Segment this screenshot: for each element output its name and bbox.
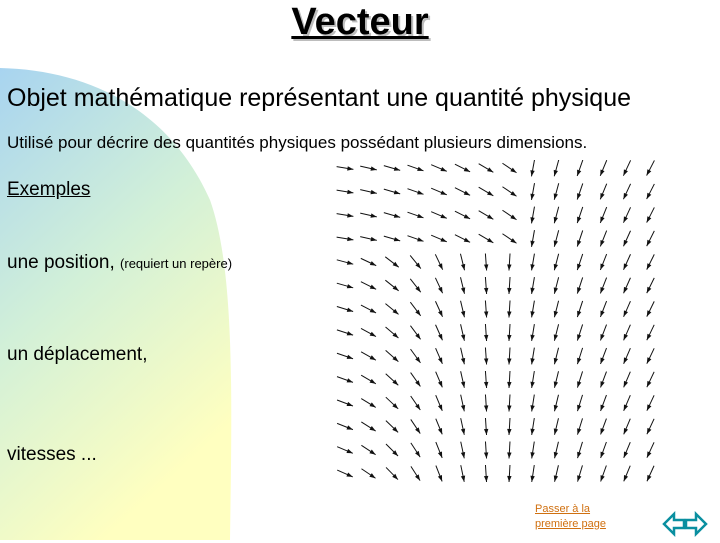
slide-subtitle: Objet mathématique représentant une quantité physique bbox=[7, 84, 632, 112]
vector-arrow bbox=[530, 348, 534, 365]
vector-arrow bbox=[624, 395, 631, 411]
vector-arrow bbox=[577, 418, 582, 434]
vector-arrow bbox=[647, 301, 654, 316]
vector-arrow bbox=[554, 277, 559, 293]
vector-arrow bbox=[507, 371, 511, 388]
vector-arrow bbox=[384, 213, 400, 218]
vector-arrow bbox=[337, 377, 353, 383]
vector-arrow bbox=[461, 371, 466, 388]
vector-arrow bbox=[624, 301, 631, 317]
vector-arrow bbox=[460, 254, 465, 271]
vector-arrow bbox=[385, 304, 398, 315]
vector-arrow bbox=[577, 160, 583, 176]
vector-arrow bbox=[435, 301, 442, 316]
vector-arrow bbox=[436, 325, 443, 341]
vector-arrow bbox=[577, 207, 583, 223]
vector-arrow bbox=[337, 353, 353, 359]
vector-arrow bbox=[554, 442, 559, 459]
first-page-link[interactable] bbox=[535, 502, 606, 532]
vector-arrow bbox=[577, 371, 582, 387]
vector-arrow bbox=[554, 301, 559, 317]
vector-arrow bbox=[601, 372, 607, 388]
vector-arrow bbox=[337, 213, 354, 217]
vector-arrow bbox=[407, 189, 423, 195]
first-page-link-line1: Passer à la bbox=[535, 503, 591, 515]
vector-arrow bbox=[624, 254, 631, 270]
example-speeds: vitesses ... bbox=[7, 444, 97, 465]
vector-arrow bbox=[647, 325, 654, 340]
vector-arrow bbox=[431, 212, 447, 219]
vector-arrow bbox=[385, 257, 398, 267]
vector-arrow bbox=[600, 231, 606, 247]
vector-arrow bbox=[507, 324, 511, 341]
vector-arrow bbox=[484, 442, 488, 459]
slide-description: Utilisé pour décrire des quantités physiques possédant plusieurs dimensions. bbox=[7, 133, 588, 152]
examples-heading: Exemples bbox=[7, 179, 91, 200]
vector-field-illustration bbox=[330, 160, 690, 495]
vector-arrow bbox=[554, 371, 559, 388]
vector-arrow bbox=[337, 166, 354, 170]
vector-arrow bbox=[484, 371, 488, 388]
vector-arrow bbox=[600, 254, 606, 270]
vector-arrow bbox=[360, 237, 377, 242]
vector-arrow bbox=[530, 277, 534, 294]
vector-arrow bbox=[484, 418, 488, 435]
vector-arrow bbox=[479, 187, 494, 196]
vector-arrow bbox=[484, 324, 488, 341]
vector-arrow bbox=[386, 397, 398, 409]
vector-arrow bbox=[530, 371, 534, 388]
vector-arrow bbox=[600, 278, 606, 294]
vector-arrow bbox=[384, 189, 400, 194]
vector-arrow bbox=[410, 255, 421, 268]
vector-arrow bbox=[484, 254, 488, 271]
vector-arrow bbox=[410, 326, 420, 340]
vector-arrow bbox=[484, 301, 488, 318]
vector-arrow bbox=[554, 183, 559, 199]
vector-arrow bbox=[385, 280, 398, 291]
vector-arrow bbox=[530, 465, 534, 482]
vector-arrow bbox=[386, 421, 398, 433]
example-position-note: (requiert un repère) bbox=[120, 256, 233, 271]
vector-arrow bbox=[600, 207, 606, 223]
vector-arrow bbox=[361, 445, 375, 454]
vector-arrow bbox=[361, 258, 376, 265]
vector-arrow bbox=[601, 395, 607, 411]
vector-arrow bbox=[507, 395, 511, 412]
vector-arrow bbox=[436, 442, 442, 458]
slide-title: Vecteur bbox=[291, 1, 429, 43]
vector-arrow bbox=[530, 230, 534, 247]
vector-arrow bbox=[624, 442, 631, 458]
vector-arrow bbox=[407, 212, 423, 218]
vector-arrow bbox=[461, 348, 466, 365]
vector-arrow bbox=[647, 442, 654, 457]
vector-arrow bbox=[411, 373, 421, 387]
vector-arrow bbox=[647, 184, 655, 199]
vector-arrow bbox=[502, 210, 516, 220]
vector-arrow bbox=[577, 183, 583, 199]
vector-arrow bbox=[461, 277, 466, 294]
vector-arrow bbox=[455, 188, 470, 196]
vector-arrow bbox=[337, 237, 354, 241]
vector-arrow bbox=[386, 467, 398, 479]
arrow-left-icon[interactable] bbox=[664, 514, 684, 534]
vector-arrow bbox=[360, 166, 377, 171]
vector-arrow bbox=[554, 324, 559, 340]
vector-arrow bbox=[502, 163, 516, 173]
vector-arrow bbox=[502, 234, 516, 244]
vector-arrow bbox=[530, 418, 534, 435]
vector-arrow bbox=[530, 324, 534, 341]
vector-arrow bbox=[386, 350, 399, 361]
vector-arrow bbox=[554, 418, 559, 435]
vector-arrow bbox=[554, 348, 559, 365]
vector-arrow bbox=[361, 282, 376, 290]
vector-arrow bbox=[647, 466, 654, 481]
vector-arrow bbox=[577, 254, 583, 270]
vector-arrow bbox=[507, 465, 511, 482]
vector-arrow bbox=[455, 235, 470, 243]
vector-arrow bbox=[577, 348, 582, 364]
vector-arrow bbox=[479, 211, 494, 220]
vector-arrow bbox=[623, 207, 630, 222]
vector-arrow bbox=[411, 466, 420, 480]
vector-arrow bbox=[411, 443, 420, 457]
vector-arrow bbox=[410, 279, 420, 292]
vector-arrow bbox=[337, 400, 353, 406]
vector-arrow bbox=[577, 395, 582, 411]
example-position bbox=[7, 252, 232, 274]
vector-arrow bbox=[507, 254, 511, 271]
vector-arrow bbox=[337, 470, 353, 477]
vector-arrow bbox=[554, 207, 559, 223]
vector-arrow bbox=[337, 307, 353, 312]
vector-arrow bbox=[431, 235, 447, 242]
vector-arrow bbox=[530, 160, 534, 176]
vector-arrow bbox=[484, 465, 488, 482]
vector-arrow bbox=[337, 423, 353, 429]
vector-arrow bbox=[507, 442, 511, 459]
vector-arrow bbox=[530, 442, 534, 459]
vector-arrow bbox=[577, 442, 582, 458]
vector-arrow bbox=[410, 302, 420, 316]
vector-arrow bbox=[361, 375, 376, 384]
vector-arrow bbox=[554, 160, 559, 176]
vector-arrow bbox=[577, 230, 583, 246]
vector-arrow bbox=[479, 234, 494, 243]
vector-arrow bbox=[647, 372, 654, 387]
vector-arrow bbox=[386, 327, 399, 338]
vector-arrow bbox=[623, 231, 630, 246]
vector-arrow bbox=[361, 399, 376, 408]
vector-arrow bbox=[407, 236, 423, 242]
vector-arrow bbox=[337, 190, 354, 194]
vector-arrow bbox=[624, 419, 631, 435]
vector-arrow bbox=[507, 348, 511, 365]
vector-arrow bbox=[461, 465, 465, 482]
vector-arrow bbox=[435, 254, 442, 269]
vector-arrow bbox=[436, 348, 443, 364]
vector-arrow bbox=[601, 442, 607, 458]
vector-arrow bbox=[507, 301, 511, 318]
arrow-right-icon[interactable] bbox=[686, 514, 706, 534]
vector-arrow bbox=[601, 419, 607, 435]
vector-arrow bbox=[624, 348, 631, 364]
vector-arrow bbox=[624, 372, 631, 388]
vector-arrow bbox=[647, 254, 655, 269]
vector-arrow bbox=[407, 165, 423, 171]
vector-arrow bbox=[337, 330, 353, 335]
vector-arrow bbox=[479, 164, 494, 173]
vector-arrow bbox=[484, 395, 488, 412]
example-position-label: une position, bbox=[7, 252, 115, 273]
vector-arrow bbox=[647, 395, 654, 410]
vector-arrow bbox=[386, 374, 399, 385]
vector-arrow bbox=[507, 418, 511, 435]
vector-arrow bbox=[386, 444, 398, 456]
vector-arrow bbox=[623, 184, 630, 199]
vector-arrow bbox=[647, 278, 655, 293]
vector-arrow bbox=[411, 349, 421, 363]
vector-arrow bbox=[384, 166, 400, 171]
vector-arrow bbox=[530, 395, 534, 412]
vector-arrow bbox=[502, 187, 516, 197]
vector-arrow bbox=[436, 466, 442, 482]
vector-arrow bbox=[461, 442, 465, 459]
vector-arrow bbox=[411, 396, 421, 410]
vector-arrow bbox=[436, 372, 443, 388]
vector-arrow bbox=[337, 447, 353, 454]
vector-arrow bbox=[360, 213, 377, 218]
vector-arrow bbox=[554, 465, 559, 482]
vector-arrow bbox=[431, 188, 447, 195]
vector-arrow bbox=[484, 277, 488, 294]
vector-arrow bbox=[530, 183, 534, 200]
vector-arrow bbox=[530, 254, 534, 271]
vector-arrow bbox=[601, 466, 607, 482]
vector-arrow bbox=[554, 254, 559, 270]
vector-arrow bbox=[361, 352, 376, 360]
vector-arrow bbox=[577, 465, 582, 481]
vector-arrow bbox=[361, 305, 376, 313]
vector-arrow bbox=[600, 184, 606, 200]
vector-arrow bbox=[577, 301, 583, 317]
vector-arrow bbox=[647, 419, 654, 434]
vector-arrow bbox=[600, 348, 606, 364]
vector-arrow bbox=[507, 277, 511, 294]
vector-arrow bbox=[461, 324, 466, 341]
vector-arrow bbox=[337, 283, 353, 288]
vector-arrow bbox=[461, 395, 466, 412]
vector-arrow bbox=[624, 278, 631, 294]
vector-arrow bbox=[647, 348, 654, 363]
vector-arrow bbox=[361, 469, 375, 479]
vector-arrow bbox=[455, 164, 470, 172]
vector-arrow bbox=[554, 395, 559, 412]
example-displacement: un déplacement, bbox=[7, 344, 148, 365]
vector-arrow bbox=[647, 160, 655, 175]
vector-arrow bbox=[361, 328, 376, 336]
vector-arrow bbox=[436, 395, 443, 411]
first-page-link-line2: première page bbox=[535, 517, 606, 530]
vector-arrow bbox=[484, 348, 488, 365]
vector-arrow bbox=[577, 277, 583, 293]
vector-arrow bbox=[624, 466, 630, 482]
vector-arrow bbox=[623, 160, 630, 175]
vector-arrow bbox=[577, 324, 582, 340]
vector-arrow bbox=[647, 231, 655, 246]
vector-arrow bbox=[530, 301, 534, 318]
vector-arrow bbox=[600, 325, 606, 341]
vector-arrow bbox=[360, 190, 377, 195]
vector-arrow bbox=[337, 260, 353, 265]
vector-arrow bbox=[361, 422, 375, 431]
vector-arrow bbox=[554, 230, 559, 246]
vector-arrow bbox=[624, 325, 631, 341]
vector-arrow bbox=[600, 160, 607, 176]
vector-arrow bbox=[461, 301, 466, 318]
vector-arrow bbox=[530, 207, 534, 224]
vector-arrow bbox=[411, 419, 420, 433]
vector-arrow bbox=[384, 236, 400, 241]
vector-arrow bbox=[431, 165, 447, 172]
vector-arrow bbox=[600, 301, 606, 317]
vector-arrow bbox=[455, 211, 470, 219]
vector-arrow bbox=[435, 278, 442, 293]
vector-arrow bbox=[461, 418, 465, 435]
vector-arrow bbox=[647, 207, 655, 222]
navigation-buttons bbox=[662, 510, 708, 543]
vector-arrow bbox=[436, 419, 442, 435]
